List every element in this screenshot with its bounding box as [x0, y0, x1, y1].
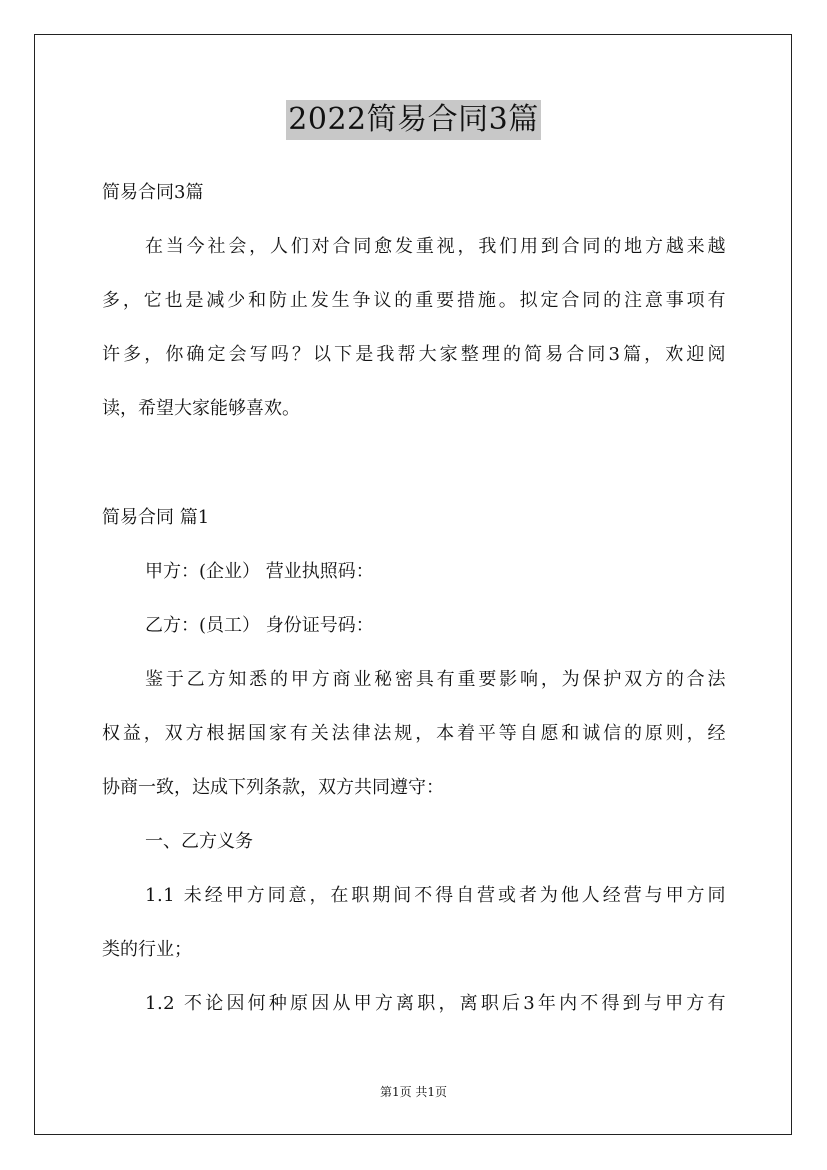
preamble-line: 鉴于乙方知悉的甲方商业秘密具有重要影响，为保护双方的合法 — [145, 669, 726, 690]
intro-line: 许多，你确定会写吗？以下是我帮大家整理的简易合同3篇，欢迎阅 — [102, 344, 726, 365]
intro-line: 多，它也是减少和防止发生争议的重要措施。拟定合同的注意事项有 — [102, 290, 726, 311]
document-subtitle: 简易合同3篇 — [102, 182, 204, 203]
preamble-line: 协商一致，达成下列条款，双方共同遵守： — [102, 777, 444, 798]
clause-line: 类的行业； — [102, 939, 192, 960]
section-heading: 简易合同 篇1 — [102, 507, 210, 528]
party-b-line: 乙方：(员工） 身份证号码： — [145, 615, 374, 636]
party-a-line: 甲方：(企业） 营业执照码： — [145, 561, 374, 582]
document-title: 2022简易合同3篇 — [286, 100, 540, 140]
preamble-line: 权益，双方根据国家有关法律法规，本着平等自愿和诚信的原则，经 — [102, 723, 726, 744]
document-title-block — [0, 100, 827, 140]
clause-line: 1.1 未经甲方同意，在职期间不得自营或者为他人经营与甲方同 — [145, 885, 726, 906]
clause-line: 1.2 不论因何种原因从甲方离职，离职后3年内不得到与甲方有 — [145, 993, 726, 1014]
intro-line: 在当今社会，人们对合同愈发重视，我们用到合同的地方越来越 — [145, 236, 726, 257]
intro-line: 读，希望大家能够喜欢。 — [102, 398, 300, 419]
clause-heading: 一、乙方义务 — [145, 831, 253, 852]
page-footer: 第1页 共1页 — [379, 1085, 448, 1099]
